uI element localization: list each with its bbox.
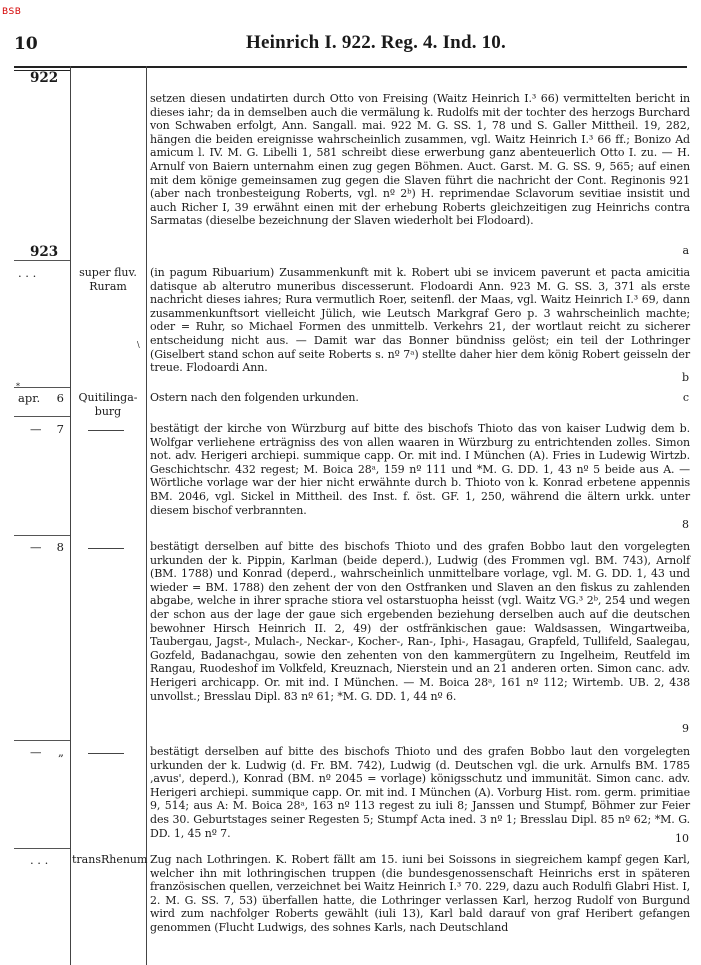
place-ditto-dash (88, 753, 124, 754)
entry-paragraph: bestätigt derselben auf bitte des bischofs Thioto und des grafen Bobbo laut den vorgelegten urkunden der k. Pippin, Karlman (beide deperd.), Ludwig (des Frommen vgl. BM. 743), Arnolf (BM. 1788) und Konrad (deperd., wahrscheinlich unmittelbare vorlage, vgl. M. G. DD. 1, 43 und wieder = BM. 1788) den zehent der von den Ostfranken und Slaven an den fiskus zu zahlenden abgabe, welche in ihrer sprache stiora vel ostarstuopha heisst (vgl. Waitz VG.³ 2ᵇ, 254 und wegen der schon aus der lage der gaue sich ergebenden beziehung derselben auch auf die deutschen bewohner Hirsch Heinrich II. 2, 49) der ostfränkischen gaue: Waldsassen, Wingartweiba, Taubergau, Jagst-, Mulach-, Neckar-, Kocher-, Ran-, Iphi-, Hasagau, Grapfeld, Tullifeld, Saalegau, Gozfeld, Badanachgau, sowie den zehenten von den kammergütern zu Ingelheim, Reutfeld im Rangau, Ruodeshof im Volkfeld, Kreuznach, Nierstein und an 21 anderen orten. Simon canc. adv. Herigeri archicapp. Or. mit ind. I München. — M. Boica 28ᵃ, 161 nº 112; Wirtemb. UB. 2, 438 unvollst.; Bresslau Dipl. 83 nº 61; *M. G. DD. 1, 44 nº 6. (150, 540, 690, 703)
row-rule (14, 848, 70, 849)
year-label: 922 (30, 70, 59, 86)
row-rule (14, 416, 70, 417)
entry-label: c (682, 391, 689, 404)
entry-paragraph: bestätigt derselben auf bitte des bischofs Thioto und des grafen Bobbo laut den vorgelegten urkunden der k. Ludwig (d. Fr. BM. 742), Ludwig (d. Deutschen vgl. die urk. Arnulfs BM. 1785 ‚avus', deperd.), Konrad (BM. nº 2045 = vorlage) königsschutz und immunität. Simon canc. adv. Herigeri archiepi. summique capp. Or. mit ind. I München (A). Vorburg Hist. rom. germ. primitiae 9, 514; aus A: M. Boica 28ᵃ, 163 nº 113 regest zu iuli 8; Janssen und Stumpf, Böhmer zur Feier des 30. Geburtstages seiner Regesten 5; Stumpf Acta ined. 3 nº 1; Bresslau Dipl. 85 nº 62; *M. G. DD. 1, 45 nº 7. (150, 745, 690, 840)
date-day: 6 (56, 391, 64, 405)
entry-label: 9 (682, 722, 689, 735)
entry-paragraph: setzen diesen undatirten durch Otto von Freising (Waitz Heinrich I.³ 66) vermittelten bericht in dieses iahr; da in demselben auch die vermälung k. Rudolfs mit der tochter des herzogs Burchard von Schwaben erfolgt, Ann. Sangall. mai. 922 M. G. SS. 1, 78 und S. Galler Mittheil. 19, 282, hängen die beiden ereignisse wahrscheinlich zusammen, vgl. Waitz Heinrich I.³ 66 ff.; Bonizo Ad amicum l. IV. M. G. Libelli 1, 581 schreibt diese erwerbung ganz abenteuerlich Otto I. zu. — H. Arnulf von Baiern unternahm einen zug gegen Böhmen. Auct. Garst. M. G. SS. 9, 565; auf einen mit dem könige gemeinsamen zug gegen die Slaven führt die nachricht der Cont. Reginonis 921 (aber nach tronbesteigung Roberts, vgl. nº 2ᵇ) H. reprimendae Sclavorum sevitiae insistit und auch Richer I, 39 erwähnt einen mit der erhebung Roberts gleichzeitigen zug Heinrichs contra Sarmatas (dieselbe bezeichnung der Slaven wiederholt bei Flodoard). (150, 92, 690, 228)
row-rule (14, 387, 70, 388)
entry-text (150, 266, 690, 375)
date-month: — (30, 422, 42, 436)
date-day: „ (58, 745, 64, 759)
place-ditto-dash (88, 430, 124, 431)
entry-text (150, 92, 690, 228)
entry-place: transRhenum (72, 853, 148, 866)
entry-text (150, 853, 690, 961)
entry-text (150, 391, 690, 405)
margin-star-mark: * (16, 382, 20, 391)
date-month: . . . (30, 853, 49, 867)
date-month: apr. (18, 391, 41, 405)
library-stamp: BSB (2, 7, 22, 17)
date-month: . . . (18, 266, 37, 280)
entry-place: Quitilinga-burg (78, 391, 138, 418)
date-month: — (30, 745, 42, 759)
header-rule (14, 66, 687, 68)
year-label: 923 (30, 244, 59, 260)
row-rule (14, 535, 70, 536)
row-rule (14, 260, 70, 261)
row-rule (14, 740, 70, 741)
running-head: Heinrich I. 922. Reg. 4. Ind. 10. (246, 32, 506, 53)
date-month: — (30, 540, 42, 554)
entry-text (150, 540, 690, 703)
entry-label: b (681, 371, 689, 384)
entry-paragraph: Ostern nach den folgenden urkunden. (150, 391, 359, 404)
column-divider-date (70, 66, 71, 965)
entry-place: super fluv. Ruram (79, 266, 137, 293)
entry-paragraph: (in pagum Ribuarium) Zusammenkunft mit k. Robert ubi se invicem paverunt et pacta amicitia datisque ab alterutro muneribus discesserunt. Flodoardi Ann. 923 M. G. SS. 3, 371 als erste nachricht dieses iahres; Rura vermutlich Roer, seitenfl. der Maas, vgl. Waitz Heinrich I.³ 69, dann zusammenkunftsort vielleicht Jülich, wie Leutsch Markgraf Gero p. 3 wahrscheinlich machte; oder = Ruhr, so Michael Formen des unmittelb. Verkehrs 21, der wortlaut reicht zu sicherer entscheidung nicht aus. — Damit war das Bonner bündniss gelöst; ein teil der Lothringer (Giselbert stand schon auf seite Roberts s. nº 7ᵃ) stellte daher hier dem könig Robert geisseln der treue. Flodoardi Ann. (150, 266, 690, 375)
entry-text (150, 422, 690, 517)
column-divider-place (146, 66, 147, 965)
entry-paragraph: Zug nach Lothringen. K. Robert fällt am 15. iuni bei Soissons in siegreichem kampf gegen Karl, welcher ihn mit lothringischen truppen (die bundesgenossenschaft Heinrichs erst in späteren französischen quellen, verzeichnet bei Waitz Heinrich I.³ 70. 229, dazu auch Rodulfi Glabri Hist. I, 2. M. G. SS. 7, 53) überfallen hatte, die Lothringer verlassen Karl, herzog Rudolf von Burgund wird zum nachfolger Roberts gewählt (iuli 13), Karl bald darauf von graf Heribert gefangen genommen (Flucht Ludwigs, des sohnes Karls, nach Deutschland (150, 853, 690, 934)
entry-paragraph: bestätigt der kirche von Würzburg auf bitte des bischofs Thioto das von kaiser Ludwig dem b. Wolfgar verliehene erträgniss des von allen waaren in Würzburg zu entrichtenden zolles. Simon not. adv. Herigeri archiepi. summique capp. Or. mit ind. I München (A). Fries in Ludewig Wirtzb. Geschichtschr. 432 regest; M. Boica 28ᵃ, 159 nº 111 und *M. G. DD. 1, 43 nº 5 beide aus A. — Wörtliche vorlage war der hier nicht erwähnte durch b. Thioto von k. Konrad erbetene appennis BM. 2046, vgl. Sickel in Mittheil. des Inst. f. öst. GF. 1, 250, während die ältern urkk. unter diesem bischof verbrannten. (150, 422, 690, 517)
entry-label: 8 (682, 518, 689, 531)
entry-label: a (682, 244, 689, 257)
place-ditto-dash (88, 548, 124, 549)
entry-label: 10 (675, 832, 689, 845)
page-number: 10 (14, 34, 38, 54)
date-day: 7 (56, 422, 64, 436)
margin-tick-mark: \ (137, 340, 140, 349)
entry-text (150, 745, 690, 840)
date-day: 8 (56, 540, 64, 554)
